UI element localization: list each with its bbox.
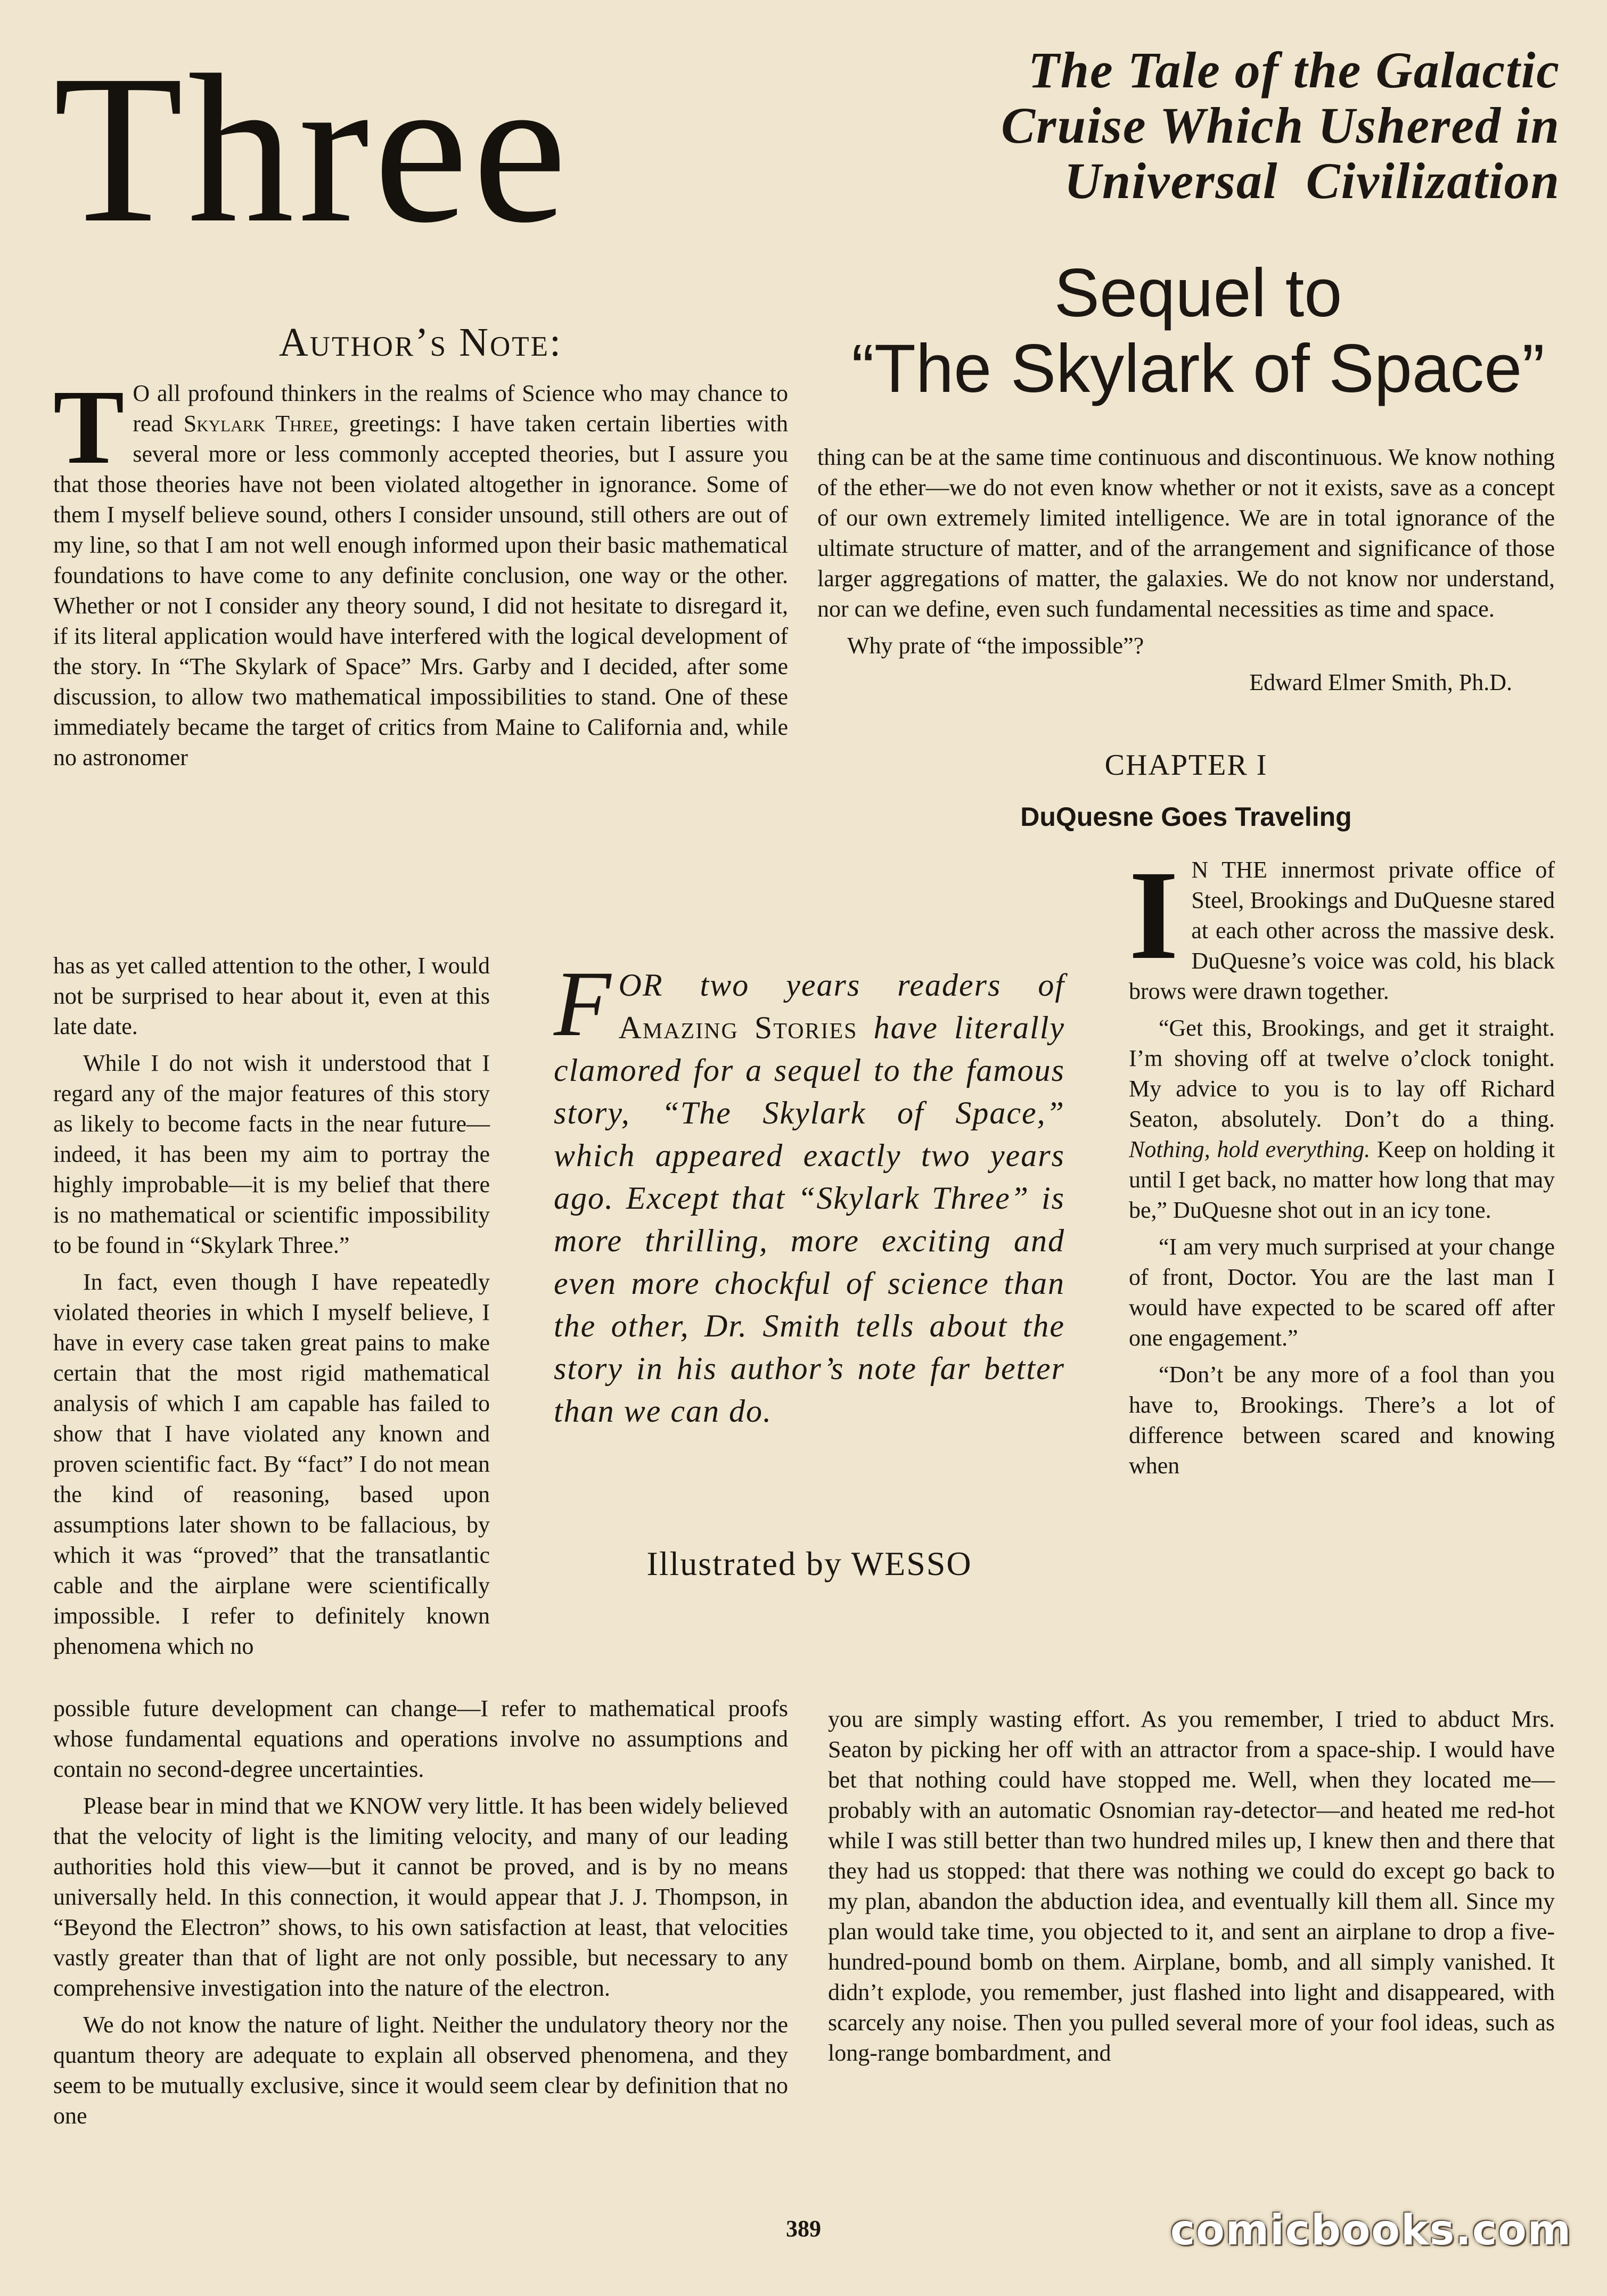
author-note-body-narrow [53, 950, 490, 1668]
story-title: Three [53, 31, 571, 267]
chapter-emphasis: Nothing, hold everything. [1129, 1136, 1371, 1162]
chapter-number: CHAPTER I [1104, 749, 1268, 782]
author-note-paragraph: thing can be at the same time continuous and discontinuous. We know nothing of the ether—we do not even know whether or not it exists, save as a concept of our own extremely limited intelligence. We are in total ignorance of the ultimate structure of matter, and of the arrangement and significance of those larger aggregations of matter, the galaxies. We do not know nor understand, nor can we define, even such fundamental necessities as time and space. [817, 444, 1555, 622]
tagline-line: The Tale of the Galactic [1028, 42, 1560, 99]
blurb-drop-cap: F [554, 952, 612, 1056]
author-note-paragraph: has as yet called attention to the other, I would not be surprised to hear about it, even at this late date. [53, 953, 490, 1039]
author-note-paragraph-cont: , greetings: I have taken certain liberties with several more or less commonly accepted theories, but I assure you that those theories have not been violated altogether in ignorance. Some of them I myself believe sound, others I consider unsound, still others are out of my line, so that I am not well enough informed upon their basic mathematical foundations to have come to any definite conclusion, one way or the other. Whether or not I consider any theory sound, I did not hesitate to disregard it, if its literal application would have interfered with the logical development of the story. In “The Skylark of Space” Mrs. Garby and I decided, after some discussion, to allow two mathematical impossibilities to stand. One of these immediately became the target of critics from Maine to California and, while no astronomer [53, 411, 788, 770]
chapter-paragraph: “Don’t be any more of a fool than you have to, Brookings. There’s a lot of difference between scared and knowing when [1129, 1362, 1555, 1479]
story-tagline [921, 43, 1560, 209]
page-number: 389 [786, 2216, 821, 2242]
blurb-text-cont: have literally clamored for a sequel to the famous story, “The Skylark of Space,” which appeared exactly two years ago. Except that “Skylark Three” is more thrilling, more exciting and even more chockful of science than the other, Dr. Smith tells about the story in his author’s note far better than we can do. [554, 1010, 1065, 1429]
magazine-name: Amazing Stories [618, 1010, 858, 1045]
tagline-line: Cruise Which Ushered in [1001, 97, 1560, 154]
chapter-body-bottom [828, 1704, 1555, 2074]
chapter-paragraph: you are simply wasting effort. As you remember, I tried to abduct Mrs. Seaton by picking her off with an attractor from a space-ship. I would have bet that nothing could have stopped me. Well, when they located me—probably with an automatic Osnomian ray-detector—and heated me red-hot while I was still better than two hundred miles up, I knew then and there that they had us stopped: that there was nothing we could do except go back to my plan, abandon the abduction idea, and eventually kill them all. Since my plan would take time, you objected to it, and sent an airplane to drop a five-hundred-pound bomb on them. Airplane, bomb, and all simply vanished. It didn’t explode, you remember, just flashed into light and disappeared, with scarcely any noise. Then you pulled several more of your fool ideas, such as long-range bombardment, and [828, 1706, 1555, 2066]
drop-cap: I [1129, 844, 1179, 986]
chapter-paragraph: “Get this, Brookings, and get it straight. I’m shoving off at twelve o’clock tonight. My advice to you is to lay off Richard Seaton, absolutely. Don’t do a thing. [1129, 1015, 1555, 1132]
author-note-paragraph: We do not know the nature of light. Neither the undulatory theory nor the quantum theory are adequate to explain all observed phenomena, and they seem to be mutually exclusive, since it would seem clear by definition that no one [53, 2012, 788, 2129]
author-note-paragraph: Why prate of “the impossible”? [847, 633, 1144, 659]
author-note-heading: Author’s Note: [278, 320, 563, 365]
author-note-paragraph: Please bear in mind that we KNOW very little. It has been widely believed that the velocity of light is the limiting velocity, and many of our leading authorities hold this view—but it cannot be proved, and is by no means universally held. In this connection, it would appear that J. J. Thompson, in “Beyond the Electron” shows, to his own satisfaction at least, that velocities vastly greater than that of light are not only possible, but necessary to any comprehensive investigation into the nature of the electron. [53, 1793, 788, 2001]
story-name: Skylark Three [183, 411, 333, 437]
chapter-title: DuQuesne Goes Traveling [1020, 802, 1352, 832]
chapter-paragraph: N THE innermost private office of Steel, Brookings and DuQuesne stared at each other across the massive desk. DuQuesne’s voice was cold, his black brows were drawn together. [1129, 857, 1555, 1004]
sequel-line-2: “The Skylark of Space” [851, 331, 1545, 407]
author-note-paragraph: In fact, even though I have repeatedly violated theories in which I myself believe, I have in every case taken great pains to make certain that the most rigid mathematical analysis of which I am capable has failed to show that I have violated any known and proven scientific fact. By “fact” I do not mean the kind of reasoning, based upon assumptions later shown to be fallacious, by which it was “proved” that the transatlantic cable and the airplane were scientifically impossible. I refer to definitely known phenomena which no [53, 1269, 490, 1659]
illustrator-credit: Illustrated by WESSO [646, 1545, 972, 1582]
author-note-paragraph: While I do not wish it understood that I regard any of the major features of this story as likely to become facts in the near future—indeed, it has been my aim to portray the highly improbable—it is my belief that there is no mathematical or scientific impossibility to be found in “Skylark Three.” [53, 1050, 490, 1258]
editor-blurb [554, 952, 1065, 1432]
chapter-paragraph-cont: Keep on holding it until I get back, no matter how long that may be,” DuQuesne shot out in an icy tone. [1129, 1136, 1555, 1223]
author-note-body-bottom [53, 1693, 788, 2137]
site-watermark: comicbooks.com [1170, 2207, 1572, 2254]
drop-cap: T [53, 368, 125, 486]
author-note-body-top [53, 368, 788, 779]
sequel-heading [815, 256, 1581, 407]
author-signature: Edward Elmer Smith, Ph.D. [1249, 669, 1512, 695]
author-note-paragraph: possible future development can change—I refer to mathematical proofs whose fundamental equations and operations involve no assumptions and contain no second-degree uncertainties. [53, 1695, 788, 1782]
chapter-paragraph: “I am very much surprised at your change of front, Doctor. You are the last man I would have expected to be scared off after one engagement.” [1129, 1234, 1555, 1351]
blurb-text: OR two years readers of [618, 967, 1065, 1003]
sequel-line-1: Sequel to [1054, 255, 1342, 331]
author-note-body-right [817, 442, 1555, 704]
tagline-line: Universal Civilization [1064, 152, 1560, 209]
chapter-body-narrow [1129, 844, 1555, 1487]
author-note-paragraph: O all profound thinkers in the realms of Science who may chance to read [133, 380, 788, 437]
